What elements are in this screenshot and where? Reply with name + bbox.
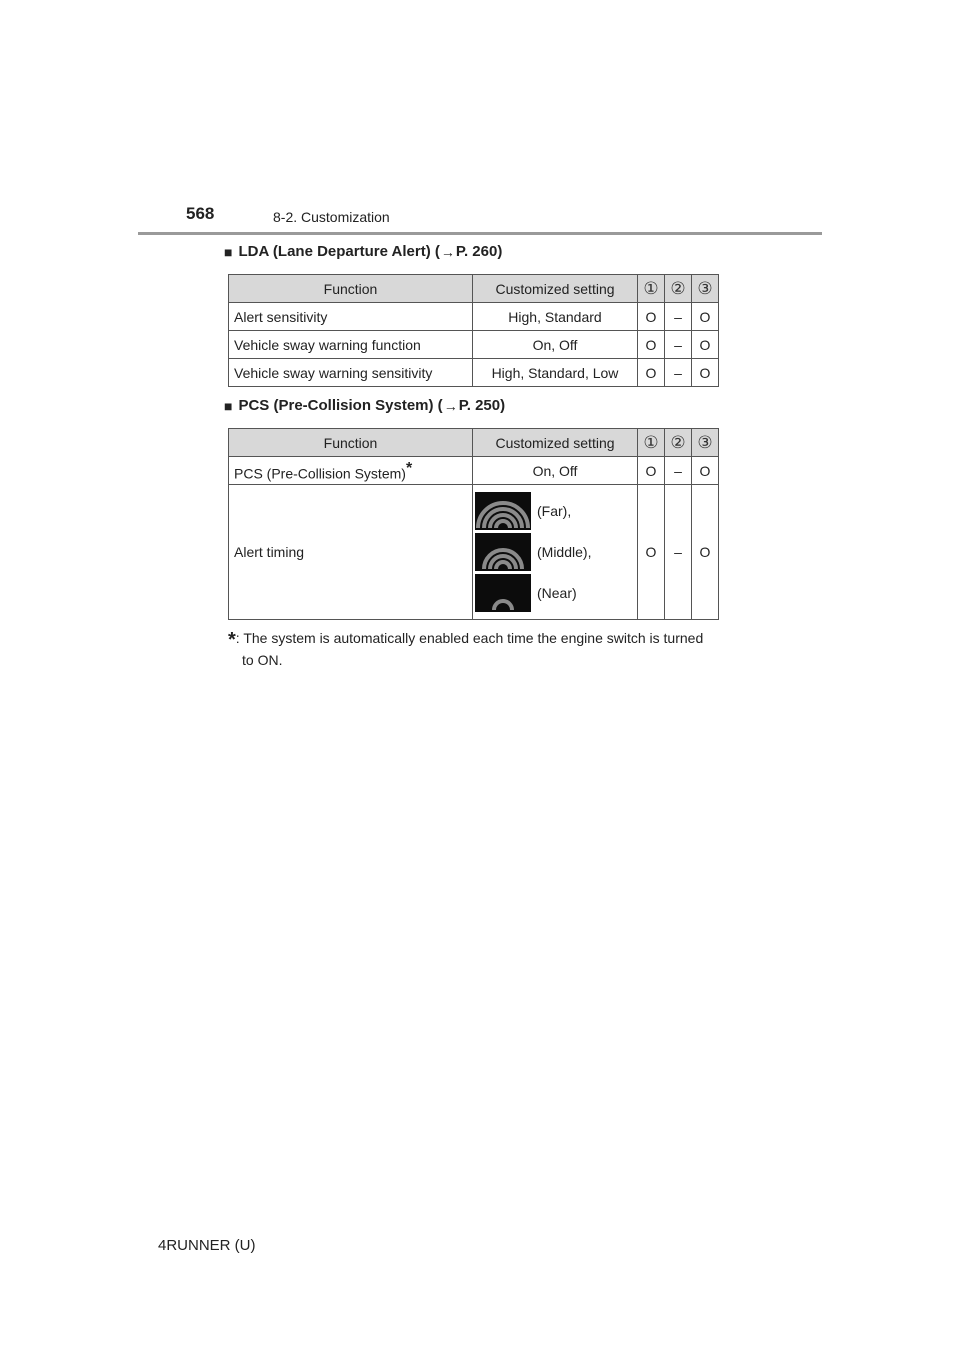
method-1-header — [638, 275, 665, 303]
method-2-cell: – — [665, 359, 692, 387]
method-3-cell: O — [692, 331, 719, 359]
section-reference: 8-2. Customization — [273, 209, 390, 225]
circled-2-icon: ② — [670, 278, 686, 298]
method-1-cell: O — [638, 331, 665, 359]
lda-settings-table — [228, 274, 719, 387]
method-2-header — [665, 275, 692, 303]
method-2-cell: – — [665, 457, 692, 485]
footnote-asterisk: * — [228, 629, 236, 651]
header-rule — [138, 232, 822, 235]
function-header: Function — [229, 429, 473, 457]
customized-setting-header: Customized setting — [473, 429, 638, 457]
function-cell: Vehicle sway warning sensitivity — [229, 359, 473, 387]
function-label: PCS (Pre-Collision System) — [234, 465, 406, 482]
method-1-header — [638, 429, 665, 457]
method-2-cell: – — [665, 331, 692, 359]
footnote — [228, 628, 758, 670]
arrow-icon: → — [440, 243, 455, 260]
alert-timing-far-label: (Far), — [537, 503, 572, 519]
table-row — [229, 359, 719, 387]
method-2-cell: – — [665, 303, 692, 331]
footnote-marker: * — [405, 459, 413, 477]
circled-2-icon: ② — [670, 432, 686, 452]
method-1-cell: O — [638, 359, 665, 387]
alert-timing-middle-label: (Middle), — [537, 544, 592, 560]
pcs-page-link[interactable]: P. 250) — [458, 397, 506, 414]
table-row — [229, 485, 719, 620]
circled-1-icon: ① — [643, 432, 659, 452]
square-bullet-icon: ■ — [224, 243, 233, 260]
method-3-cell: O — [692, 485, 719, 620]
method-1-cell: O — [638, 457, 665, 485]
model-label: 4RUNNER (U) — [158, 1237, 256, 1254]
lda-page-link[interactable]: P. 260) — [455, 243, 503, 260]
alert-timing-near-icon — [475, 574, 531, 612]
method-3-cell: O — [692, 303, 719, 331]
table-row — [229, 303, 719, 331]
table-header-row — [229, 275, 719, 303]
lda-heading-title: LDA (Lane Departure Alert) ( — [238, 243, 440, 260]
method-3-header — [692, 429, 719, 457]
square-bullet-icon: ■ — [224, 397, 233, 414]
method-1-cell: O — [638, 485, 665, 620]
method-3-cell: O — [692, 457, 719, 485]
footnote-text: : The system is automatically enabled each time the engine switch is turned — [235, 630, 704, 646]
alert-timing-near-label: (Near) — [537, 585, 577, 601]
alert-timing-middle — [478, 532, 632, 572]
pcs-settings-table — [228, 428, 719, 620]
alert-timing-far — [478, 491, 632, 531]
circled-3-icon: ③ — [697, 278, 713, 298]
footnote-line-1 — [228, 628, 758, 650]
alert-timing-middle-icon — [475, 533, 531, 571]
setting-cell: On, Off — [473, 457, 638, 485]
function-cell: Alert timing — [229, 485, 473, 620]
table-row — [229, 457, 719, 485]
lda-heading — [224, 243, 502, 260]
arrow-icon: → — [443, 397, 458, 414]
method-1-cell: O — [638, 303, 665, 331]
footnote-line-2: to ON. — [242, 652, 283, 668]
pcs-heading-title: PCS (Pre-Collision System) ( — [238, 397, 443, 414]
circled-3-icon: ③ — [697, 432, 713, 452]
method-3-header — [692, 275, 719, 303]
function-cell — [229, 457, 473, 485]
setting-cell: High, Standard, Low — [473, 359, 638, 387]
alert-timing-options-cell — [473, 485, 638, 620]
table-row — [229, 331, 719, 359]
function-cell: Vehicle sway warning function — [229, 331, 473, 359]
alert-timing-near — [478, 573, 632, 613]
method-3-cell: O — [692, 359, 719, 387]
circled-1-icon: ① — [643, 278, 659, 298]
function-cell: Alert sensitivity — [229, 303, 473, 331]
customized-setting-header: Customized setting — [473, 275, 638, 303]
alert-timing-far-icon — [475, 492, 531, 530]
table-header-row — [229, 429, 719, 457]
function-header: Function — [229, 275, 473, 303]
method-2-cell: – — [665, 485, 692, 620]
page-number: 568 — [186, 204, 215, 223]
pcs-heading — [224, 397, 505, 414]
method-2-header — [665, 429, 692, 457]
setting-cell: On, Off — [473, 331, 638, 359]
setting-cell: High, Standard — [473, 303, 638, 331]
